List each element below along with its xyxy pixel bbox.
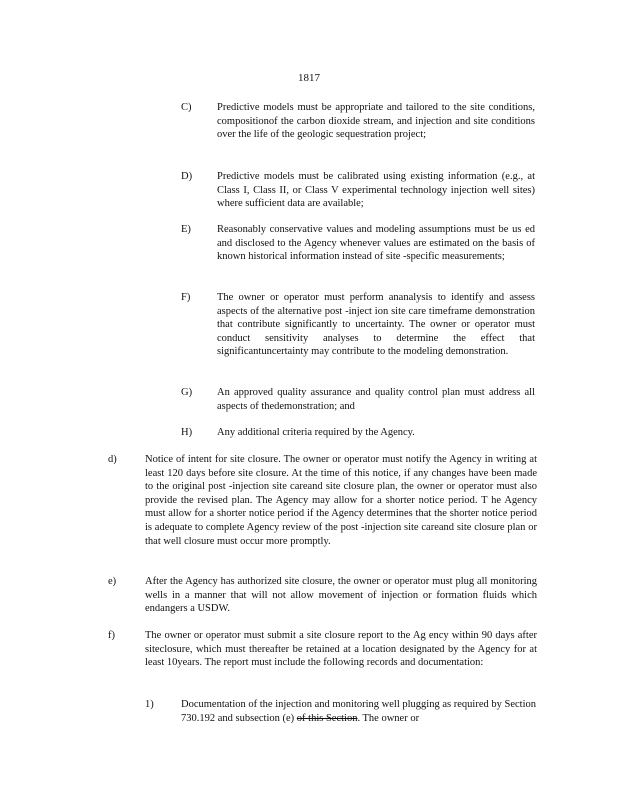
list-item-label: f) — [108, 630, 115, 641]
list-item-text: Predictive models must be calibrated using existing information (e.g., at Class I, Class II, or Class V experimental technology injection well sites) where sufficient data are available; — [217, 171, 535, 210]
list-item-label: d) — [108, 454, 117, 465]
list-item-label: H) — [181, 427, 193, 438]
list-item-text: Predictive models must be appropriate and tailored to the site conditions, compositionof the carbon dioxide stream, and injection and site conditions over the life of the geologic sequestration project; — [217, 102, 535, 141]
text-before: Documentation of the injection and monitoring well plugging as required by Section 730.192 and subsection (e) — [181, 699, 536, 724]
list-item-label: G) — [181, 387, 193, 398]
page-number: 1817 — [298, 72, 320, 84]
list-item-text: The owner or operator must perform ananalysis to identify and assess aspects of the alternative post -inject ion site care timeframe demonstration that contribute significantly to uncertainty. The owner or operator must conduct sensitivity analyses to determine the effect that significantuncertainty may contribute to the modeling demonstration. — [217, 292, 535, 358]
list-item-label: C) — [181, 102, 192, 113]
list-item-label: F) — [181, 292, 191, 303]
list-item-text: After the Agency has authorized site closure, the owner or operator must plug all monitoring wells in a manner that will not allow movement of injection or formation fluids which endangers a USDW. — [145, 576, 537, 615]
list-item-text: Notice of intent for site closure. The owner or operator must notify the Agency in writing at least 120 days before site closure. At the time of this notice, if any changes have been made to the original post -injection site careand site closure plan, the owner or operator must also provide the revised plan. The Agency may allow for a shorter notice period. T he Agency must allow for a shorter notice period if the Agency determines that the shorter notice period is adequate to complete Agency review of the post -injection site careand site closure plan or that well closure must occur more promptly. — [145, 454, 537, 547]
text-after: . The owner or — [357, 712, 420, 724]
struck-text: of this Section — [296, 712, 358, 724]
list-item-label: e) — [108, 576, 117, 587]
list-item-text: Any additional criteria required by the Agency. — [217, 427, 415, 438]
list-item-text: The owner or operator must submit a site closure report to the Ag ency within 90 days after siteclosure, which must thereafter be retained at a location designated by the Agency for at least 10years. The report must include the following records and documentation: — [145, 630, 537, 669]
list-item-label: D) — [181, 171, 193, 182]
list-item-label: E) — [181, 224, 191, 235]
list-item-text: Reasonably conservative values and modeling assumptions must be us ed and disclosed to the Agency whenever values are estimated on the basis of known historical information instead of site -specific measurements; — [217, 224, 535, 263]
list-item-label: 1) — [145, 699, 154, 710]
list-item-text: An approved quality assurance and quality control plan must address all aspects of thedemonstration; and — [217, 387, 535, 412]
list-item-text — [181, 698, 536, 725]
